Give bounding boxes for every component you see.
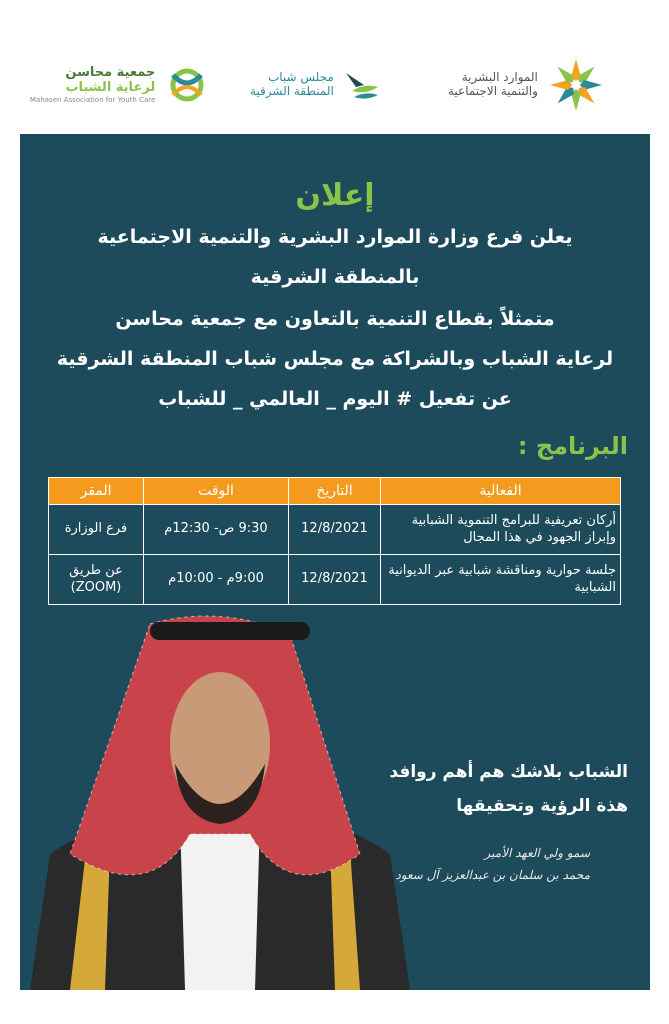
swirl-logo-icon [163, 61, 211, 109]
mhrsd-logo [448, 55, 606, 115]
table-header-row [49, 478, 621, 505]
quote-line: هذة الرؤية وتحقيقها [456, 796, 628, 816]
program-heading: البرنامج : [517, 432, 628, 460]
bird-logo-icon [342, 65, 382, 105]
mahasen-logo [30, 55, 211, 115]
venue-cell: فرع الوزارة [49, 505, 144, 555]
activity-cell: أركان تعريفية للبرامج التنموية الشبابية وإبراز الجهود في هذا المجال [381, 505, 621, 555]
signature-line: سمو ولي العهد الأمير [484, 846, 590, 860]
date-cell: 12/8/2021 [289, 505, 381, 555]
logo-header [0, 0, 669, 130]
quote-line: الشباب بلاشك هم أهم روافد [389, 762, 628, 782]
date-cell: 12/8/2021 [289, 555, 381, 605]
col-date: التاريخ [289, 478, 381, 505]
venue-cell: عن طريق (ZOOM) [49, 555, 144, 605]
mahasen-line3: Mahasen Association for Youth Care [30, 95, 156, 104]
youth-line2: المنطقة الشرقية [250, 84, 334, 98]
col-venue: المقر [49, 478, 144, 505]
col-time: الوقت [144, 478, 289, 505]
star-logo-icon [546, 55, 606, 115]
announcement-panel [20, 134, 650, 990]
col-activity: الفعالية [381, 478, 621, 505]
mahasen-line1: جمعية محاسن [65, 65, 156, 81]
program-table [48, 477, 621, 605]
mahasen-line2: لرعاية الشباب [65, 79, 156, 95]
announcement-line: لرعاية الشباب وبالشراكة مع مجلس شباب المنطقة الشرقية [56, 348, 614, 370]
activity-cell: جلسة حوارية ومناقشة شبابية عبر الديوانية الشبابية [381, 555, 621, 605]
announcement-line: بالمنطقة الشرقية [250, 266, 420, 288]
youth-council-logo [250, 55, 382, 115]
announcement-line: متمثلاً بقطاع التنمية بالتعاون مع جمعية محاسن [115, 308, 555, 330]
announcement-title: إعلان [295, 178, 375, 213]
youth-line1: مجلس شباب [267, 70, 334, 85]
announcement-line: عن تفعيل # اليوم _ العالمي _ للشباب [158, 388, 512, 410]
announcement-line: يعلن فرع وزارة الموارد البشرية والتنمية الاجتماعية [97, 226, 573, 248]
signature-line: محمد بن سلمان بن عبدالعزيز آل سعود [395, 868, 590, 882]
time-cell: 9:30 ص- 12:30م [144, 505, 289, 555]
time-cell: 9:00م - 10:00م [144, 555, 289, 605]
mhrsd-line1: الموارد البشرية [461, 70, 538, 85]
table-row [49, 505, 621, 555]
mhrsd-line2: والتنمية الاجتماعية [448, 84, 538, 98]
table-row [49, 555, 621, 605]
